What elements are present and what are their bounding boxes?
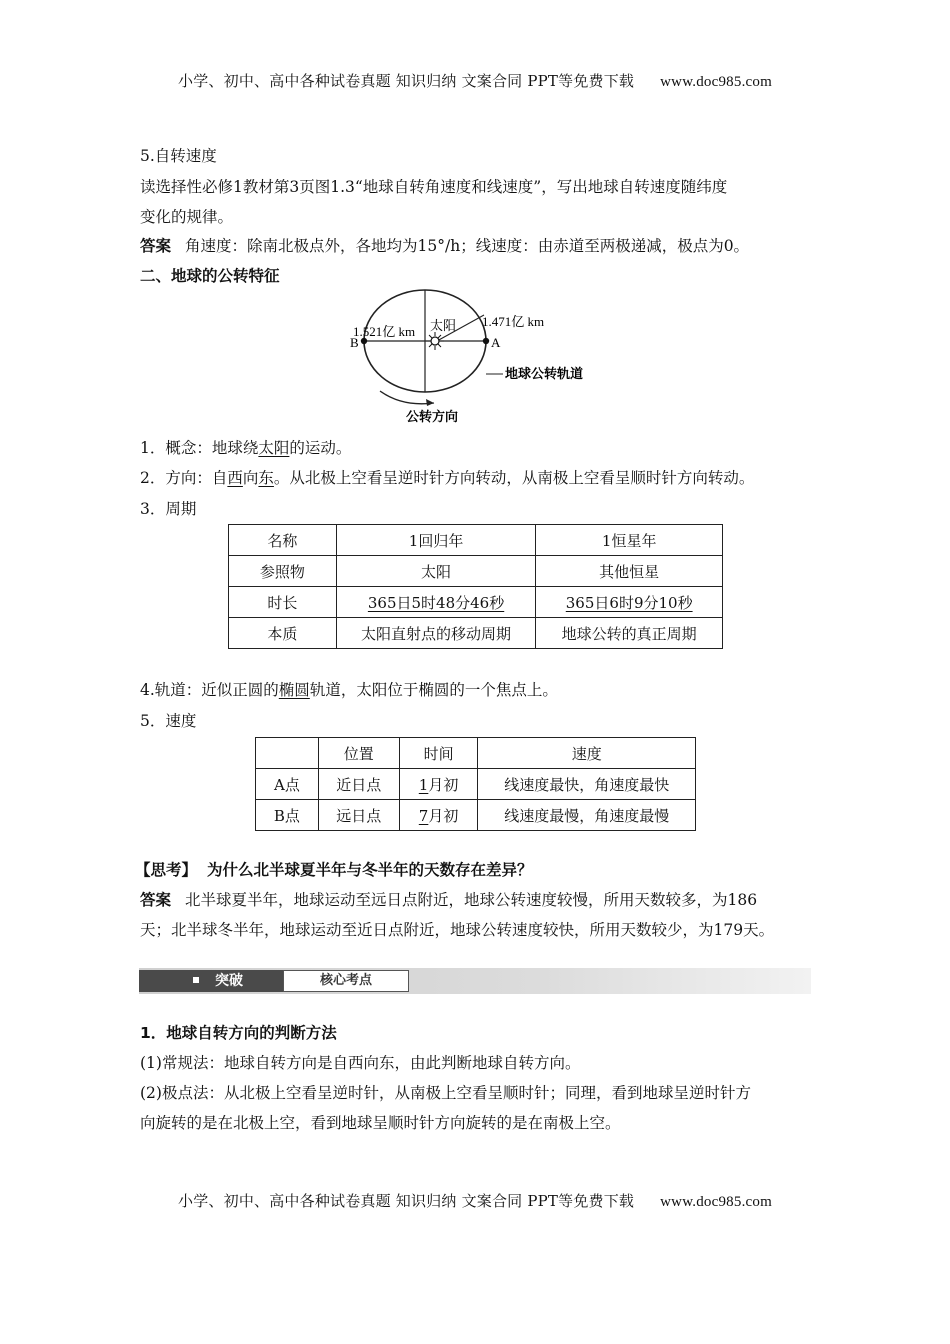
table-row: B点 远日点 7月初 线速度最慢，角速度最慢	[256, 800, 696, 831]
think-answer-line2: 天；北半球冬半年，地球运动至近日点附近，地球公转速度较快，所用天数较少，为179天。	[140, 921, 775, 939]
breakthrough-p1: (1)常规法：地球自转方向是自西向东，由此判断地球自转方向。	[140, 1054, 581, 1072]
breakthrough-p3: 向旋转的是在北极上空，看到地球呈顺时针方向旋转的是在南极上空。	[140, 1114, 621, 1132]
point-a-label: A	[491, 335, 501, 350]
item-concept: 1．概念：地球绕太阳的运动。	[140, 439, 352, 457]
point-a-dot	[483, 338, 489, 344]
sec5-question-line1: 读选择性必修1教材第3页图1.3“地球自转角速度和线速度”，写出地球自转速度随纬度	[140, 178, 728, 196]
table-row: 本质 太阳直射点的移动周期 地球公转的真正周期	[229, 618, 723, 649]
speed-table	[255, 737, 696, 831]
answer-label: 答案	[140, 237, 172, 255]
think-label: 【思考】	[135, 861, 198, 879]
item-speed: 5．速度	[140, 712, 197, 730]
month-answer: 1	[418, 775, 429, 794]
banner-light-tab: 核心考点	[283, 970, 409, 992]
period-table	[228, 524, 723, 649]
item-direction: 2．方向：自西向东。从北极上空看呈逆时针方向转动，从南极上空看呈顺时针方向转动。	[140, 469, 755, 487]
sec5-answer	[140, 234, 749, 256]
header-text: 小学、初中、高中各种试卷真题 知识归纳 文案合同 PPT等免费下载	[178, 72, 635, 90]
sun-icon	[426, 332, 444, 350]
section-2-title: 二、地球的公转特征	[140, 267, 280, 285]
orbit-answer: 椭圆	[278, 681, 310, 699]
sun-label: 太阳	[430, 319, 457, 334]
header-url[interactable]: www.doc985.com	[660, 74, 772, 90]
square-icon	[193, 977, 199, 983]
direction-arrow	[380, 391, 434, 404]
direction-answer-east: 东	[258, 469, 274, 487]
item-period: 3．周期	[140, 500, 197, 518]
orbit-label: 地球公转轨道	[505, 367, 584, 382]
section-banner	[139, 968, 811, 994]
footer-url[interactable]: www.doc985.com	[660, 1194, 772, 1210]
page-footer	[0, 1190, 950, 1211]
banner-dark-tab: 突破	[139, 970, 283, 992]
direction-answer-west: 西	[227, 469, 243, 487]
answer-text: 角速度：除南北极点外，各地均为15°/h；线速度：由赤道至两极递减，极点为0。	[185, 237, 750, 255]
month-answer: 7	[418, 806, 429, 825]
left-distance-label: 1.521亿 km	[353, 324, 416, 339]
page-header	[0, 70, 950, 91]
breakthrough-title: 1．地球自转方向的判断方法	[140, 1024, 337, 1042]
point-b-label: B	[350, 335, 359, 350]
sec5-title: 5.自转速度	[140, 147, 217, 165]
think-answer-line1: 答案 北半球夏半年，地球运动至远日点附近，地球公转速度较慢，所用天数较多，为186	[140, 891, 758, 909]
direction-label: 公转方向	[406, 410, 459, 425]
answer-label: 答案	[140, 891, 172, 909]
sec5-question-line2: 变化的规律。	[140, 208, 234, 226]
item-orbit: 4.轨道：近似正圆的椭圆轨道，太阳位于椭圆的一个焦点上。	[140, 681, 558, 699]
table-row: A点 近日点 1月初 线速度最快，角速度最快	[256, 769, 696, 800]
footer-text: 小学、初中、高中各种试卷真题 知识归纳 文案合同 PPT等免费下载	[178, 1192, 635, 1210]
table-row: 参照物 太阳 其他恒星	[229, 556, 723, 587]
table-row: 名称 1回归年 1恒星年	[229, 525, 723, 556]
direction-arrowhead	[426, 399, 434, 406]
table-row: 位置 时间 速度	[256, 738, 696, 769]
think-question: 【思考】 为什么北半球夏半年与冬半年的天数存在差异？	[135, 861, 533, 879]
table-row: 时长 365日5时48分46秒 365日6时9分10秒	[229, 587, 723, 618]
breakthrough-p2: (2)极点法：从北极上空看呈逆时针，从南极上空看呈顺时针；同理，看到地球呈逆时针方	[140, 1084, 751, 1102]
orbit-diagram	[340, 285, 620, 425]
right-distance-label: 1.471亿 km	[482, 314, 545, 329]
concept-answer: 太阳	[258, 439, 290, 457]
